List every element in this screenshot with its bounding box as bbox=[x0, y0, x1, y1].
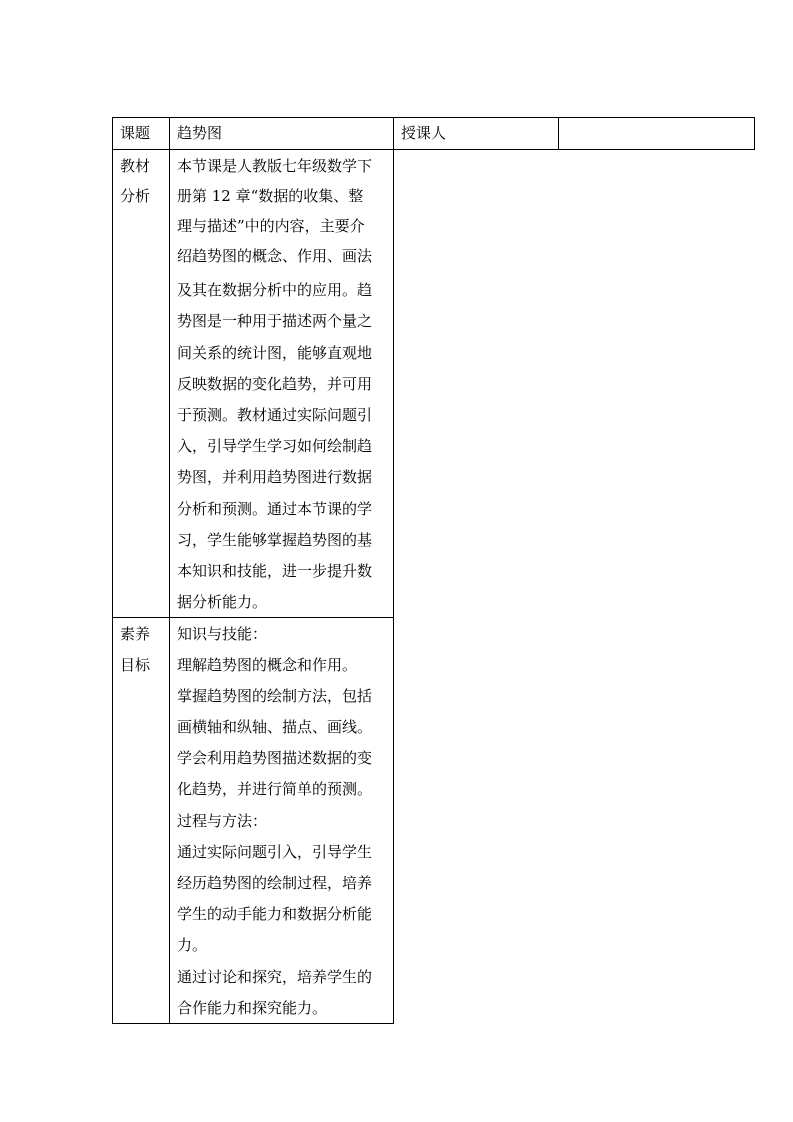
table-column-divider bbox=[169, 117, 170, 1024]
analysis-label-line: 教材 bbox=[120, 157, 151, 175]
analysis-line: 习，学生能够掌握趋势图的基 bbox=[177, 531, 373, 549]
analysis-line: 反映数据的变化趋势，并可用 bbox=[177, 375, 373, 393]
analysis-label-line: 分析 bbox=[120, 187, 151, 205]
goals-line: 画横轴和纵轴、描点、画线。 bbox=[177, 718, 373, 736]
analysis-line: 势图是一种用于描述两个量之 bbox=[177, 312, 373, 330]
goals-line: 通过实际问题引入，引导学生 bbox=[177, 843, 373, 861]
goals-line: 经历趋势图的绘制过程，培养 bbox=[177, 874, 373, 892]
goals-line: 学会利用趋势图描述数据的变 bbox=[177, 749, 373, 767]
analysis-line: 册第 12 章“数据的收集、整 bbox=[177, 187, 364, 205]
analysis-line: 本节课是人教版七年级数学下 bbox=[177, 157, 373, 175]
table-border-bottom bbox=[112, 1023, 394, 1024]
topic-label: 课题 bbox=[120, 124, 151, 142]
table-border-left bbox=[112, 117, 113, 1024]
goals-line: 学生的动手能力和数据分析能 bbox=[177, 905, 373, 923]
goals-line: 理解趋势图的概念和作用。 bbox=[177, 656, 358, 674]
analysis-line: 于预测。教材通过实际问题引 bbox=[177, 406, 373, 424]
table-row-divider bbox=[112, 617, 394, 618]
analysis-line: 本知识和技能，进一步提升数 bbox=[177, 562, 373, 580]
analysis-line: 入，引导学生学习如何绘制趋 bbox=[177, 437, 373, 455]
goals-line: 过程与方法： bbox=[177, 812, 268, 830]
analysis-line: 势图，并利用趋势图进行数据 bbox=[177, 468, 373, 486]
table-column-divider bbox=[393, 117, 394, 1024]
teacher-label: 授课人 bbox=[401, 124, 447, 142]
goals-line: 掌握趋势图的绘制方法，包括 bbox=[177, 687, 373, 705]
goals-line: 化趋势，并进行简单的预测。 bbox=[177, 780, 373, 798]
table-column-divider bbox=[558, 117, 559, 150]
goals-line: 合作能力和探究能力。 bbox=[177, 999, 328, 1017]
analysis-line: 绍趋势图的概念、作用、画法 bbox=[177, 247, 373, 265]
analysis-line: 理与描述”中的内容，主要介 bbox=[177, 217, 365, 235]
goals-line: 力。 bbox=[177, 936, 208, 954]
topic-value: 趋势图 bbox=[177, 124, 223, 142]
goals-label-line: 目标 bbox=[120, 656, 151, 674]
analysis-line: 及其在数据分析中的应用。趋 bbox=[177, 281, 373, 299]
goals-line: 通过讨论和探究，培养学生的 bbox=[177, 968, 373, 986]
table-row-divider bbox=[112, 149, 755, 150]
table-border-right bbox=[754, 117, 755, 150]
goals-line: 知识与技能： bbox=[177, 625, 268, 643]
analysis-line: 分析和预测。通过本节课的学 bbox=[177, 500, 373, 518]
analysis-line: 间关系的统计图，能够直观地 bbox=[177, 344, 373, 362]
goals-label-line: 素养 bbox=[120, 625, 151, 643]
analysis-line: 据分析能力。 bbox=[177, 593, 268, 611]
